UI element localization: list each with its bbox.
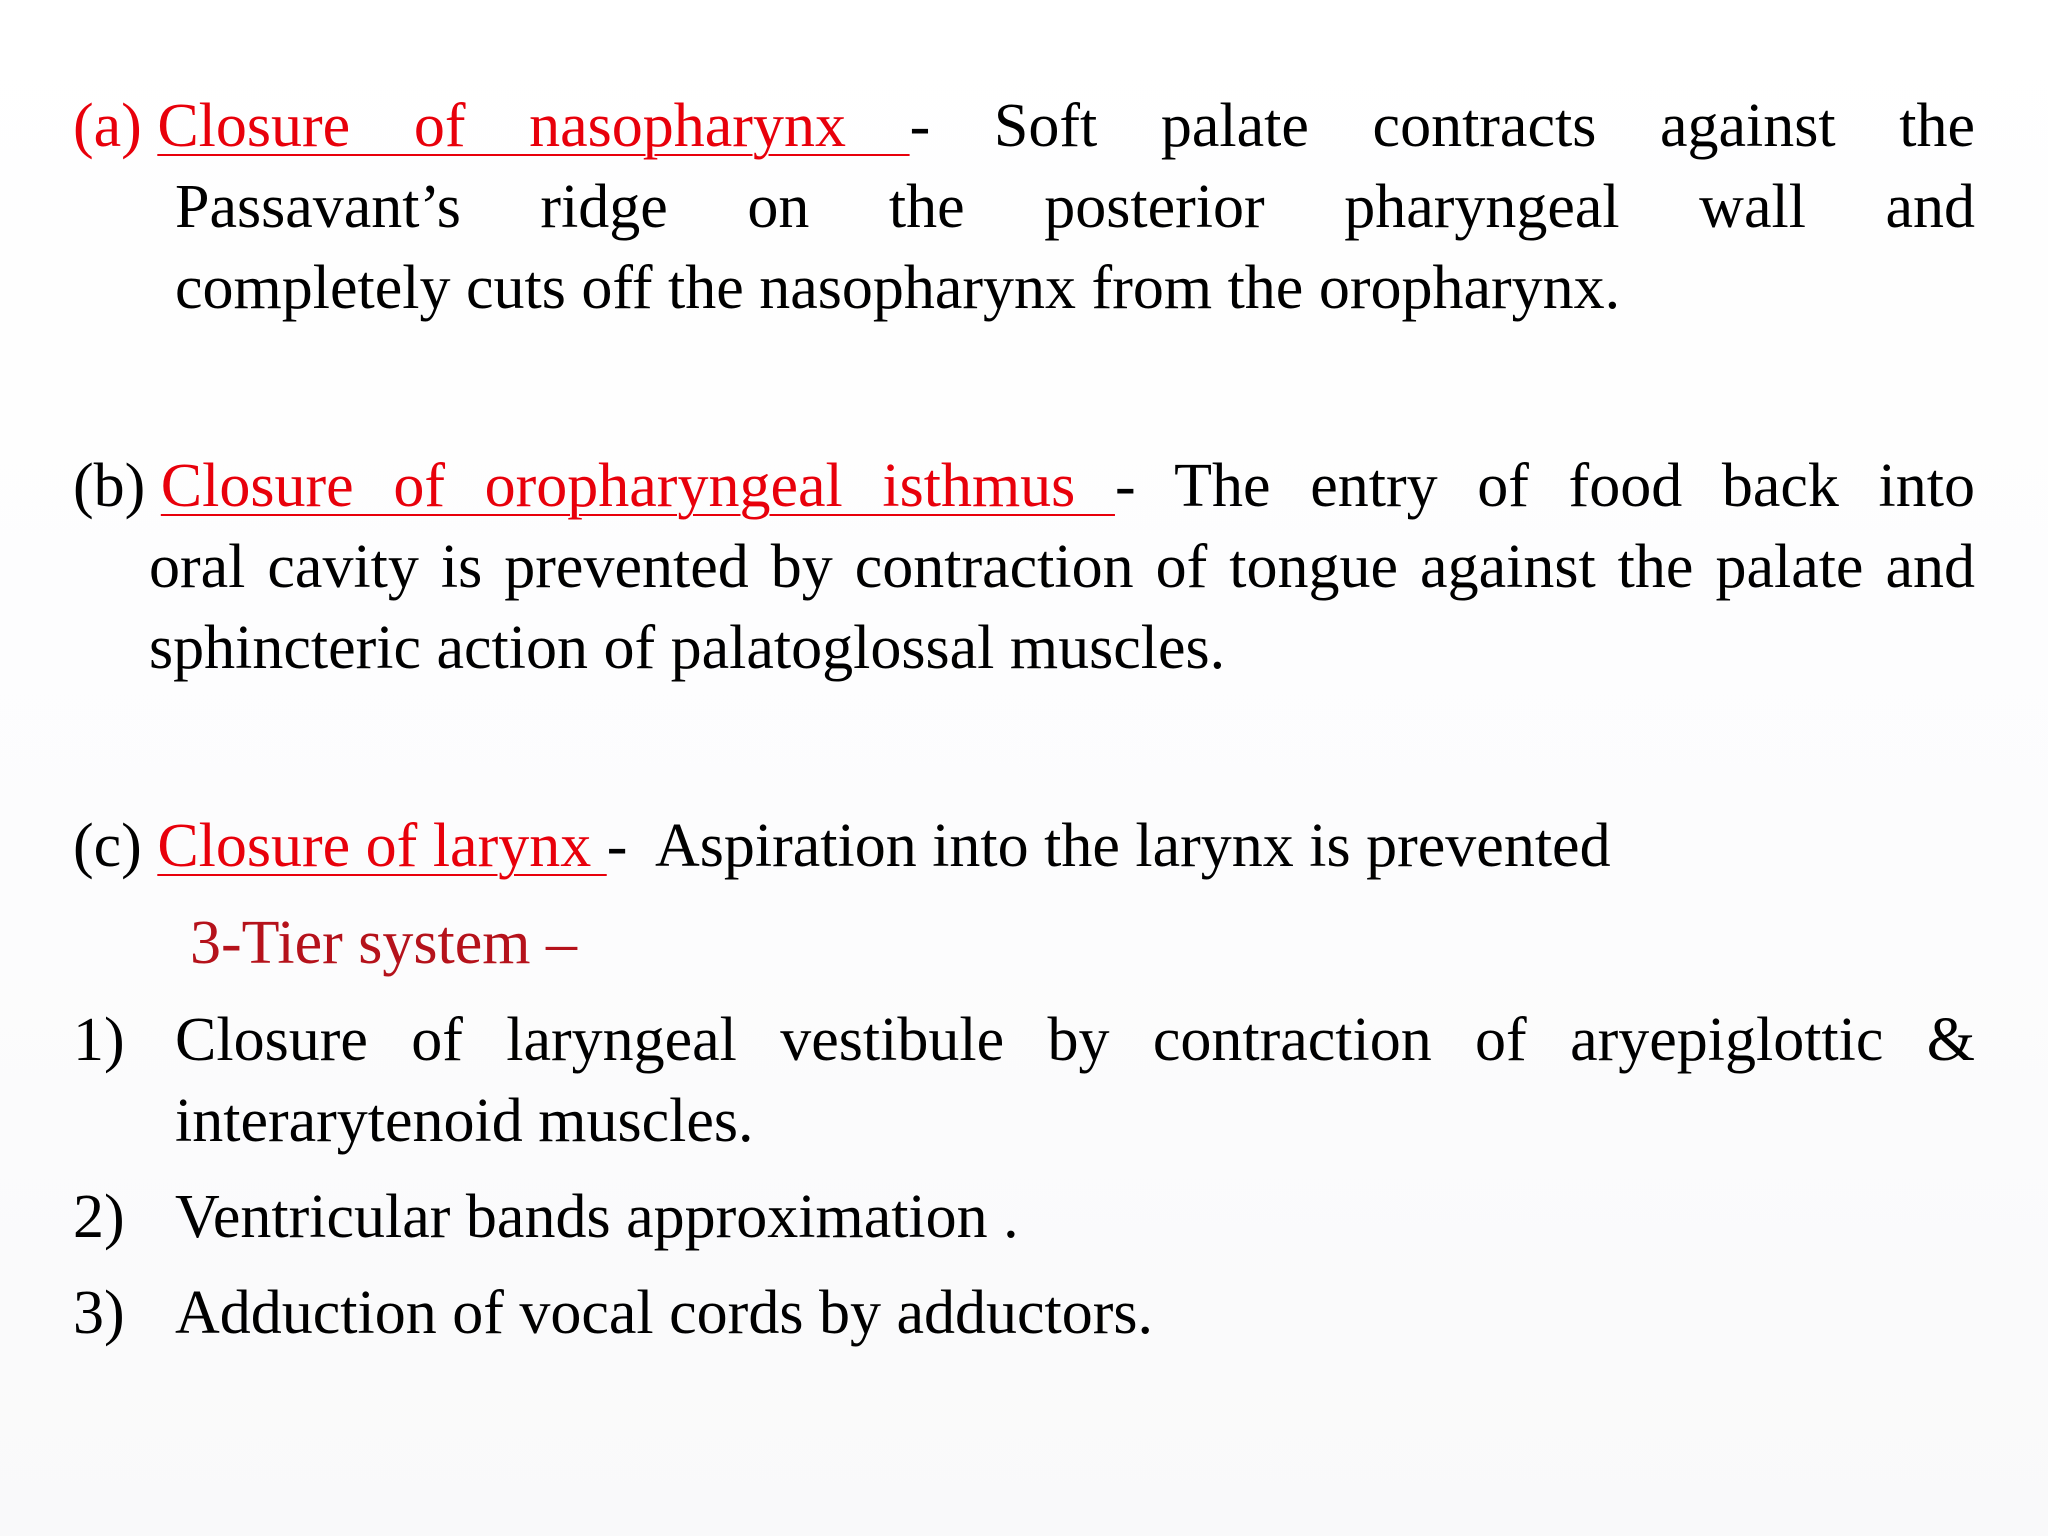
section-a [73, 86, 1975, 329]
section-b-line1 [73, 446, 1975, 527]
section-b-line1-rest: - The entry of food back into [1114, 452, 1976, 520]
section-b-heading: Closure of oropharyngeal isthmus [160, 452, 1115, 520]
section-c-line1-rest: - Aspiration into the larynx is prevented [606, 812, 1611, 880]
tier-list-item [73, 1273, 1975, 1354]
tier-item-text: Adduction of vocal cords by adductors. [175, 1279, 1153, 1347]
tier-item-number: 1) [73, 1006, 125, 1074]
section-a-marker: (a) [73, 92, 158, 160]
tier-item-number: 3) [73, 1279, 125, 1347]
section-c-heading: Closure of larynx [157, 812, 607, 880]
section-c-marker: (c) [73, 812, 158, 880]
tier-system-subheading: 3-Tier system – [190, 909, 577, 977]
section-a-line1 [73, 86, 1975, 167]
tier-list-item [73, 1177, 1975, 1258]
section-a-line2: Passavant’s ridge on the posterior pharyngeal wall and [175, 173, 1975, 241]
tier-item-text: Ventricular bands approximation . [175, 1183, 1019, 1251]
section-c-line1 [73, 806, 1975, 887]
section-b-marker: (b) [73, 452, 161, 520]
section-b-continuation: oral cavity is prevented by contraction of tongue against the palate and sphincteric action of palatoglossal muscles. [149, 533, 1975, 682]
section-a-line1-rest: - Soft palate contracts against the [909, 92, 1975, 160]
tier-item-number: 2) [73, 1183, 125, 1251]
tier-list [73, 1000, 1975, 1354]
section-a-heading: Closure of nasopharynx [157, 92, 910, 160]
section-c [73, 806, 1975, 887]
section-a-line3: completely cuts off the nasopharynx from the oropharynx. [175, 254, 1621, 322]
tier-item-text: Closure of laryngeal vestibule by contraction of aryepiglottic & interarytenoid muscles. [175, 1006, 1975, 1155]
tier-list-item [73, 1000, 1975, 1162]
section-b [73, 446, 1975, 689]
